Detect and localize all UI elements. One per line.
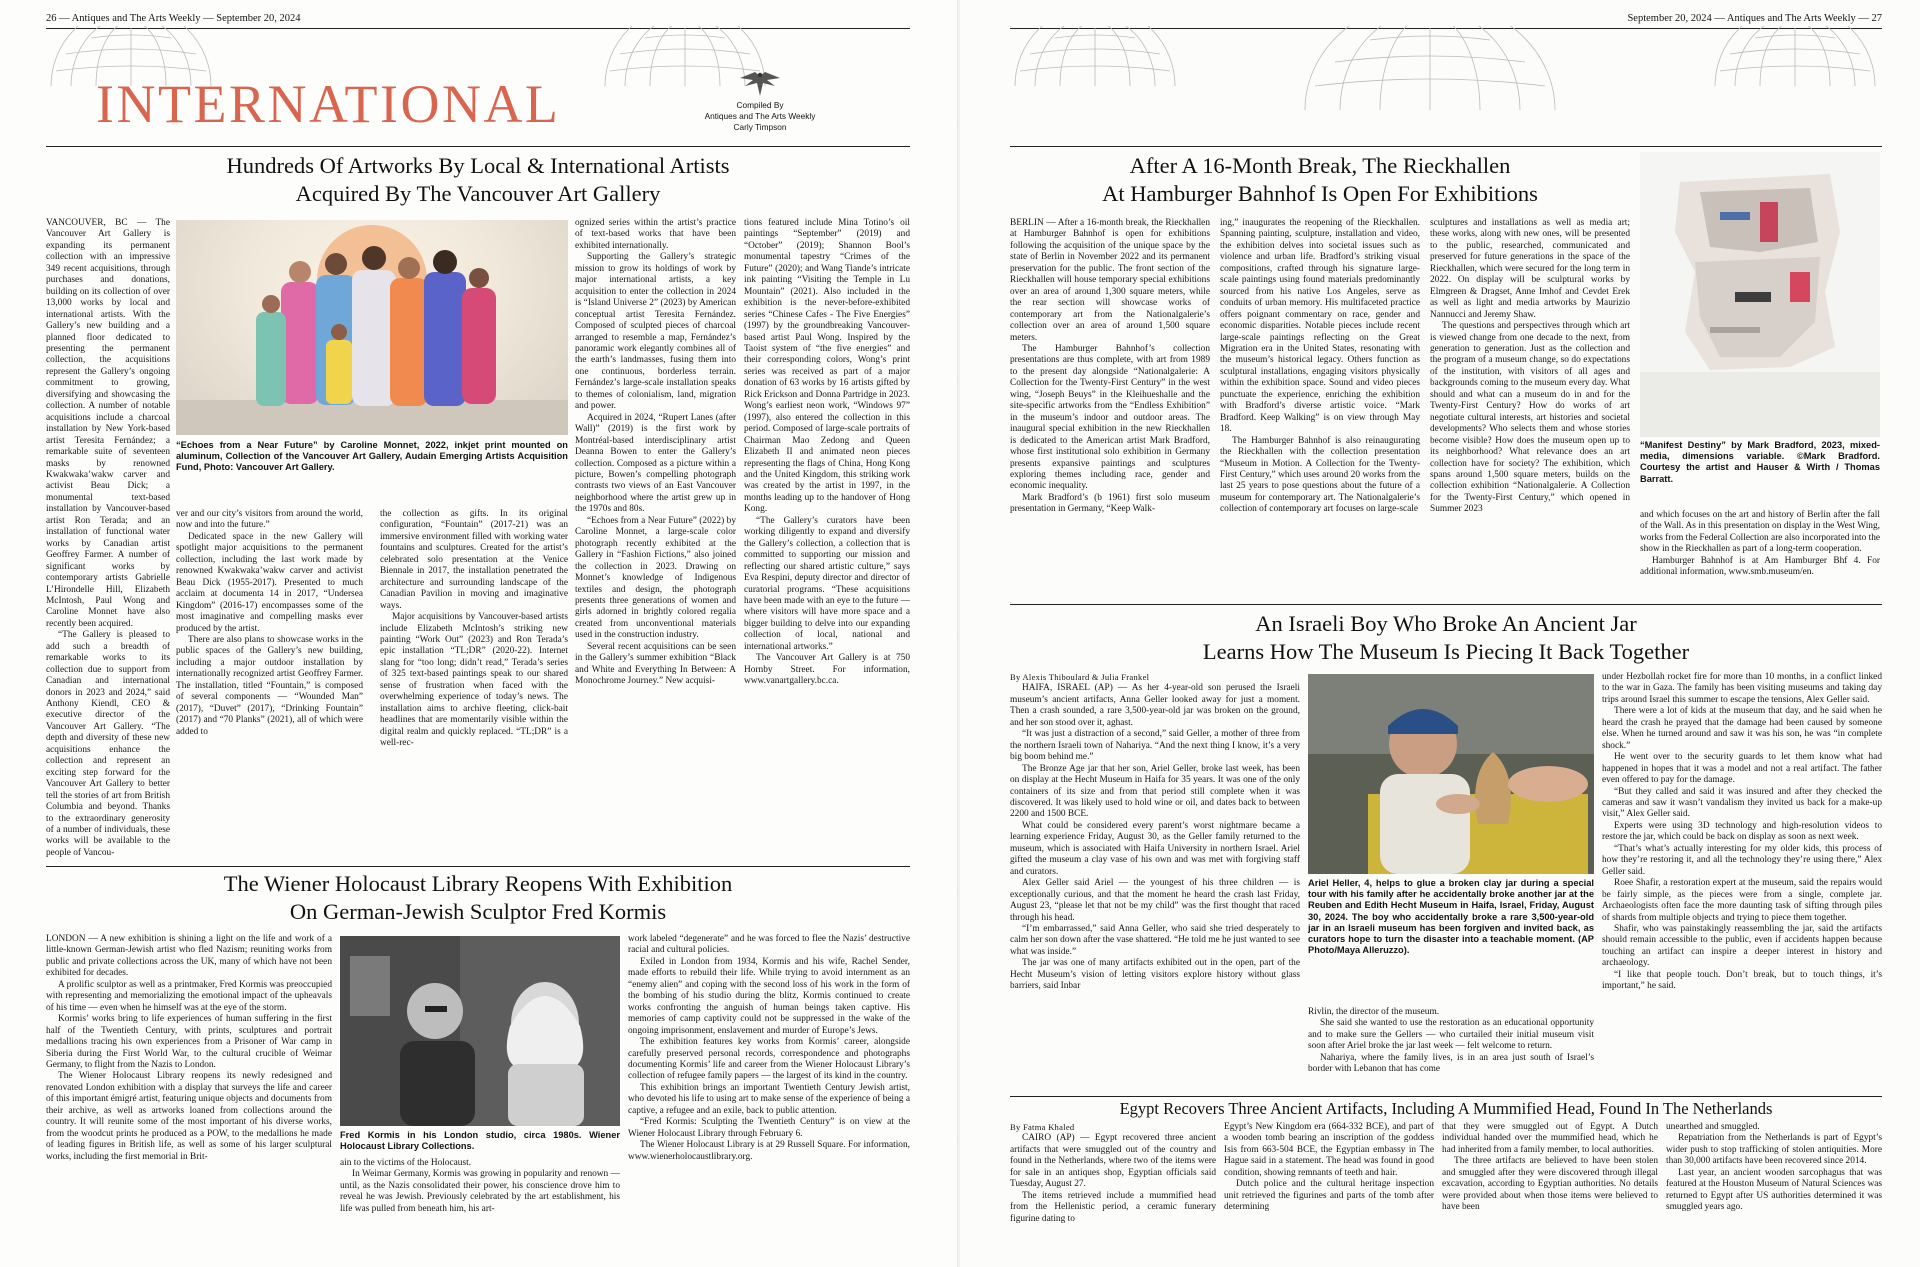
wiener-headline (46, 870, 910, 926)
paragraph: “Fred Kormis: Sculpting the Twentieth Century” is on view at the Wiener Holocaust Library through February 6. (628, 1117, 910, 1139)
paragraph: The exhibition features key works from Kormis’ career, alongside carefully preserved personal records, correspondence and photographs documenting Kormis’ life and career from the Wiener Holocaust Library’s collection of refugee family papers — the largest of its kind in the country. (628, 1037, 910, 1082)
paragraph: tions featured include Mina Totino’s oil paintings “September” (2019) and “October” (2019); Shannon Bool’s monumental tapestry “Crimes of the Future” (2020); and Wang Tiande’s intricate ink painting “Visiting the Temple in Lu Mountain” (2021). Also included in the exhibition is the never-before-exhibited series “Chinese Cafes - The Five Energies” (1997) by the groundbreaking Vancouver-based artist Paul Wong. Inspired by the Taoist system of “the five energies” and their corresponding colors, Wong’s print series was received as part of a major donation of 63 works by 16 artists gifted by Rick Erickson and Donna Partridge in 2023. Wong’s earliest neon work, “Windows 97” (1997), also entered the collection in this period. Composed of large-scale portraits of Chairman Mao Zedong and Queen Elizabeth II and animated neon pieces representing the flags of China, Hong Kong and the United Kingdom, this striking work was created by the artist in 1997, in the months leading up to the handover of Hong Kong. (744, 218, 910, 515)
section-masthead: INTERNATIONAL (96, 74, 561, 134)
paragraph: Hamburger Bahnhof is at Am Hamburger Bhf 4. For additional information, www.smb.museum/en. (1640, 555, 1880, 578)
rieck-col-3 (1430, 218, 1630, 594)
section-divider (1010, 1096, 1882, 1097)
paragraph: ing,” inaugurates the reopening of the Rieckhallen. Spanning painting, sculpture, installation and video, the exhibition delves into societal issues such as violence and urban life. Bradford’s striking visual compositions, crafted through his signature large-scale paintings using found materials predominantly sourced from his native Los Angeles, serve as conduits of urban memory. His multifaceted practice offers poignant commentary on race, gender and economic disparities. Notable pieces include recent large-scale paintings reflecting on the Great Migration era in the United States, resonating with the museum’s historical legacy. Others function as sculptural installations, engaging visitors physically within the exhibition space. Sound and video pieces punctuate the experience, enriching the exhibition with Bradford’s diverse artistic voice. “Mark Bradford. Keep Walking” is on view through May 18. (1220, 218, 1420, 435)
paragraph: He went over to the security guards to let them know what had happened in hopes that it was a model and not a real artifact. The father even offered to pay for the damage. (1602, 752, 1882, 786)
kormis-caption: Fred Kormis in his London studio, circa 1980s. Wiener Holocaust Library Collections. (340, 1130, 620, 1152)
paragraph: “I like that people touch. Don’t break, but to touch things, it’s important,” he said. (1602, 969, 1882, 992)
paragraph: She said she wanted to use the restoration as an educational opportunity and to make sure the Gellers — who curtailed their initial museum visit soon after Ariel broke the jar last week — felt welcome to return. (1308, 1018, 1594, 1052)
israel-col-2 (1308, 1007, 1594, 1092)
eagle-logo-icon (735, 70, 785, 98)
paragraph: The three artifacts are believed to have been stolen and smuggled after they were discovered through illegal excavation, according to Egyptian authorities. No details were provided about when those items were believed to have been (1442, 1156, 1658, 1213)
paragraph: under Hezbollah rocket fire for more than 10 months, in a conflict linked to the war in Gaza. The family has been visiting museums and taking day trips around Israel this summer to escape the tensions, Alex Geller said. (1602, 672, 1882, 705)
vancouver-col-5 (744, 218, 910, 858)
egypt-byline: By Fatma Khaled (1010, 1122, 1075, 1132)
globe-ornament-left (1010, 26, 1180, 86)
compiled-label: Compiled By (736, 100, 784, 110)
paragraph: Alex Geller said Ariel — the youngest of his three children — is exceptionally curious, and that the moment he heard the crash last Friday, August 23, “please let that not be my child” was the first thought that raced through his head. (1010, 878, 1300, 923)
israel-headline (1010, 610, 1882, 666)
masthead-rule (46, 146, 910, 147)
kormis-photo-image (340, 936, 620, 1126)
paragraph: ognized series within the artist’s practice of text-based works that have been exhibited internationally. (575, 218, 736, 251)
vancouver-col-3 (380, 509, 568, 859)
paragraph: BERLIN — After a 16-month break, the Rieckhallen at Hamburger Bahnhof is open for exhibitions following the acquisition of the unique space by the state of Berlin in November 2022 and its permanent preservation for the public. The front section of the Rieckhallen will house temporary special exhibitions over an area of around 1,300 square meters, while the rear section will showcase works of contemporary art from the Nationalgalerie’s collection over an area of around 1,500 square meters. (1010, 218, 1210, 343)
heller-photo-image (1308, 674, 1594, 874)
paragraph: sculptures and installations as well as media art; these works, along with new ones, will be presented to the public, researched, communicated and preserved for future generations in the space of the Rieckhallen, which were secured for the long term in 2022. On display will be sculptural works by Elmgreen & Dragset, Anne Imhof and Cevdet Erek as well as light and media artworks by Maurizio Nannucci and Jeremy Shaw. (1430, 218, 1630, 320)
right-folio: September 20, 2024 — Antiques and The Arts Weekly — 27 (1627, 13, 1882, 24)
bradford-photo (1640, 152, 1880, 437)
paragraph: ver and our city’s visitors from around the world, now and into the future.” (176, 509, 363, 531)
paragraph: Several recent acquisitions can be seen in the Gallery’s summer exhibition “Black and White and Everything In Between: A Monochrome Journey.” New acquisi- (575, 641, 736, 687)
egypt-col-2 (1224, 1122, 1434, 1267)
paragraph: “I’m embarrassed,” said Anna Geller, who said she tried desperately to calm her son down after the vase shattered. “He told me he just wanted to see what was inside.” (1010, 923, 1300, 957)
paragraph: Dutch police and the cultural heritage inspection unit retrieved the figurines and parts of the tomb after determining (1224, 1179, 1434, 1213)
rieck-col-1 (1010, 218, 1210, 594)
paragraph: work labeled “degenerate” and he was forced to flee the Nazis’ destructive racial and cultural policies. (628, 934, 910, 956)
paragraph: VANCOUVER, BC — The Vancouver Art Gallery is expanding its permanent collection with an impressive 349 recent acquisitions, through purchases and donations, building on its collection of over 13,000 works by local and international artists. With the Gallery’s new building and a planned floor dedicated to presenting the permanent collection, the acquisitions represent the Gallery’s ongoing commitment to growing, diversifying and showcasing the collection. A number of notable acquisitions include a charcoal installation by New York-based artist Teresita Fernández; a remarkable suite of seventeen masks by renowned Kwakwaka’wakw carver and activist Beau Dick; a monumental text-based installation by Vancouver-based artist Ron Terada; and an installation of functional water works by Canadian artist Geoffrey Farmer. A number of significant works by contemporary artists Gabrielle L’Hirondelle Hill, Elizabeth McIntosh, Paul Wong and Caroline Monnet have also recently been acquired. (46, 218, 170, 629)
paragraph: Nahariya, where the family lives, is in an area just south of Israel’s border with Lebanon that has come (1308, 1052, 1594, 1075)
paragraph: “Echoes from a Near Future” (2022) by Caroline Monnet, a large-scale color photograph recently exhibited at the Gallery in “Fashion Fictions,” also joined the collection in 2023. Drawing on Monnet’s knowledge of Indigenous textiles and design, the photograph presents three generations of women and girls adorned in brightly colored regalia created from unconventional materials used in the construction industry. (575, 515, 736, 641)
left-folio: 26 — Antiques and The Arts Weekly — September 20, 2024 (46, 13, 301, 24)
paragraph: There were a lot of kids at the museum that day, and he said when he heard the crash he prayed that the damage had been caused by someone else. When he turned around and saw it was his son, he was “in complete shock.” (1602, 706, 1882, 751)
paragraph: “That’s what’s actually interesting for my older kids, this process of how they’re restoring it, and all the technology they’re using there,” Alex Geller said. (1602, 843, 1882, 877)
paragraph: The jar was one of many artifacts exhibited out in the open, part of the Hecht Museum’s vision of letting visitors explore history without glass barriers, said Inbar (1010, 958, 1300, 992)
globe-ornament-center (1300, 26, 1560, 110)
paragraph: the collection as gifts. In its original configuration, “Fountain” (2017-21) was an immersive environment filled with working water fountains and sculptures. Created for the artist’s celebrated solo presentation at the Venice Biennale in 2017, the installation penetrated the architecture and surrounding landscape of the Canadian Pavilion in moving and imaginative ways. (380, 509, 568, 611)
compiled-author: Carly Timpson (733, 122, 787, 132)
bradford-caption: “Manifest Destiny” by Mark Bradford, 2023, mixed-media, dimensions variable. ©Mark Bradford. Courtesy the artist and Hauser & Wirth / Thomas Barratt. (1640, 440, 1880, 484)
paragraph: The questions and perspectives through which art is viewed change from one decade to the next, from generation to generation. Just as the collection and the program of a museum change, so do expectations of the institution, with visitors of all ages and backgrounds coming to the museum every day. What should and what can a museum do in and for the Twenty-First Century? How do works of art negotiate cultural interests, art histories and societal developments? Who selects them and whose stories become visible? How does the museum open up to its neighborhood? What relevance does an art collection have for society? The exhibition, which spans around 1,500 square meters, builds on the collection exhibition “Nationalgalerie. A Collection for the Twenty-First Century,” which opened in Summer 2023 (1430, 321, 1630, 515)
rieck-col-4 (1640, 510, 1880, 594)
heller-caption: Ariel Heller, 4, helps to glue a broken clay jar during a special tour with his family after he accidentally broke another jar at the Reuben and Edith Hecht Museum in Haifa, Israel, Friday, August 30, 2024. The boy who accidentally broke a rare 3,500-year-old jar in an Israeli museum has been forgiven and invited back, as curators hope to turn the disaster into a teachable moment. (AP Photo/Maya Alleruzzo). (1308, 878, 1594, 956)
monnet-caption: “Echoes from a Near Future” by Caroline Monnet, 2022, inkjet print mounted on aluminum, Collection of the Vancouver Art Gallery, Audain Emerging Artists Acquisition Fund, Photo: Vancouver Art Gallery. (176, 440, 568, 473)
paragraph: The Wiener Holocaust Library reopens its newly redesigned and renovated London exhibition with a display that surveys the life and career of this important émigré artist, featuring unique objects and documents from their archive, as well as artworks loaned from collections around the country. It will reunite some of the most important of his diverse works, from the woodcut prints he produced as a POW, to the medallions he made of leading figures in British life, as well as some of his larger sculptural works, including the first memorial in Brit- (46, 1071, 332, 1162)
paragraph: Dedicated space in the new Gallery will spotlight major acquisitions to the permanent collection, including the last work made by renowned Kwakwaka’wakw carver and activist Beau Dick (1955-2017). Presented to much acclaim at documenta 14 in 2017, “Undersea Kingdom” (2016-17) encompasses some of the most imaginative and compelling masks ever produced by the artist. (176, 531, 363, 634)
paragraph: Egypt’s New Kingdom era (664-332 BCE), and part of a wooden tomb bearing an inscription of the goddess Isis from 663-504 BCE, the Egyptian embassy in The Hague said in a statement. The head was found in good condition, showing remnants of teeth and hair. (1224, 1122, 1434, 1178)
globe-ornament-right (1710, 26, 1880, 86)
paragraph: Repatriation from the Netherlands is part of Egypt’s wider push to stop trafficking of stolen antiquities. More than 30,000 artifacts have been recovered since 2014. (1666, 1133, 1882, 1167)
paragraph: and which focuses on the art and history of Berlin after the fall of the Wall. As in this presentation on display in the West Wing, works from the Federal Collection are also incorporated into the show in the Rieckhallen as part of a long-term cooperation. (1640, 510, 1880, 555)
bradford-photo-image (1640, 152, 1880, 437)
paragraph: The Wiener Holocaust Library is at 29 Russell Square. For information, www.wienerholocaustlibrary.org. (628, 1140, 910, 1162)
egypt-col-1 (1010, 1122, 1216, 1267)
paragraph: Mark Bradford’s (b 1961) first solo museum presentation in Germany, “Keep Walk- (1010, 492, 1210, 515)
paragraph: This exhibition brings an important Twentieth Century Jewish artist, who devoted his life to using art to make sense of the experience of being a captive, a refugee and an exile, back to public attention. (628, 1082, 910, 1116)
paragraph: ain to the victims of the Holocaust. (340, 1158, 472, 1168)
wiener-headline-line1: The Wiener Holocaust Library Reopens With Exhibition (223, 871, 733, 896)
egypt-headline: Egypt Recovers Three Ancient Artifacts, Including A Mummified Head, Found In The Netherlands (1119, 1099, 1773, 1118)
vancouver-headline (46, 152, 910, 208)
wiener-col-3 (628, 934, 910, 1267)
right-page (960, 0, 1920, 1267)
kormis-photo (340, 936, 620, 1126)
monnet-photo-image (176, 220, 568, 435)
paragraph: The Vancouver Art Gallery is at 750 Hornby Street. For information, www.vanartgallery.bc.ca. (744, 653, 910, 687)
israel-byline: By Alexis Thiboulard & Julia Frankel (1010, 672, 1150, 682)
israel-col-1 (1010, 672, 1300, 1092)
vancouver-col-1 (46, 218, 170, 858)
wiener-col-1 (46, 934, 332, 1267)
rieck-col-2 (1220, 218, 1420, 594)
rieck-headline-line2: At Hamburger Bahnhof Is Open For Exhibitions (1102, 181, 1538, 206)
paragraph: “It was just a distraction of a second,” said Geller, a mother of three from the northern Israeli town of Nahariya. “And the next thing I know, it’s a very big boom behind me.” (1010, 729, 1300, 763)
wiener-headline-line2: On German-Jewish Sculptor Fred Kormis (289, 899, 667, 924)
compiled-by (700, 100, 820, 133)
monnet-photo (176, 220, 568, 435)
paragraph: Rivlin, the director of the museum. (1308, 1007, 1440, 1017)
paragraph: The Hamburger Bahnhof’s collection presentations are thus complete, with art from 1989 to the present day alongside “Nationalgalerie: A Collection for the Twenty-First Century” in the west wing, “Joseph Beuys” in the Kleihueshalle and the site-specific artworks from the “Endless Exhibition” in the museum’s indoor and outdoor areas. The inaugural special exhibition in the new Rieckhallen is dedicated to the American artist Mark Bradford, whose first institutional solo exhibition in Germany presents expansive paintings and sculptures exploring themes including race, gender and economic inequality. (1010, 343, 1210, 492)
paragraph: What could be considered every parent’s worst nightmare became a learning experience Friday, August 30, as the Geller family returned to the museum, which is associated with Haifa University in northern Israel. Ariel gifted the museum a clay vase of his own and was met with forgiving staff and curators. (1010, 820, 1300, 877)
egypt-col-3 (1442, 1122, 1658, 1267)
paragraph: “The Gallery is pleased to add such a breadth of remarkable works to its collection due to support from Canadian and international donors in 2023 and 2024,” said Anthony Kiendl, CEO & executive director of the Vancouver Art Gallery. “The depth and diversity of these new acquisitions enhance the collection and represent an exciting step forward for the Vancouver Art Gallery to better tell the stories of art from British Columbia and beyond. Thanks to the extraordinary generosity of a number of individuals, these works will be available to the people of Vancou- (46, 630, 170, 858)
paragraph: CAIRO (AP) — Egypt recovered three ancient artifacts that were smuggled out of the country and found in the Netherlands, where two of the items were for sale in an antiques shop, Egyptian officials said Tuesday, August 27. (1010, 1133, 1216, 1190)
paragraph: Last year, an ancient wooden sarcophagus that was featured at the Houston Museum of Natural Sciences was returned to Egypt after US authorities determined it was smuggled years ago. (1666, 1167, 1882, 1213)
vancouver-col-4 (575, 218, 736, 858)
paragraph: HAIFA, ISRAEL (AP) — As her 4-year-old son perused the Israeli museum’s ancient artifacts, Anna Geller looked away for just a moment. Then a crash sounded, a rare 3,500-year-old jar was broken on the ground, and her son stood over it, aghast. (1010, 683, 1300, 728)
rieck-headline-line1: After A 16-Month Break, The Rieckhallen (1129, 153, 1511, 178)
paragraph: In Weimar Germany, Kormis was growing in popularity and renown — until, as the Nazis consolidated their power, his conscience drove him to reveal he was Jewish. Previously celebrated by the art establishment, his life was pulled from beneath him, his art- (340, 1169, 620, 1214)
paragraph: “The Gallery’s curators have been working diligently to expand and diversify the Gallery’s collection, a collection that is committed to supporting our mission and reflecting our shared artistic culture,” says Eva Respini, deputy director and director of curatorial programs. “These acquisitions have been made with an eye to the future — where visitors will have more space and a bigger building to delve into our expanding collection of local, national and international artworks.” (744, 515, 910, 652)
paragraph: that they were smuggled out of Egypt. A Dutch individual handed over the mummified head, which he had inherited from a family member, to local authorities. (1442, 1122, 1658, 1155)
heller-photo (1308, 674, 1594, 874)
paragraph: There are also plans to showcase works in the public spaces of the Gallery’s new building, including a major outdoor installation by internationally recognized artist Geoffrey Farmer. The installation, titled “Fountain,” is composed of several components — “Wounded Man” (2017), “Duvet” (2017), “Drinking Fountain” (2017) and “70 Planks” (2021), all of which were added to (176, 634, 363, 737)
paragraph: LONDON — A new exhibition is shining a light on the life and work of a little-known German-Jewish artist who fled Nazism; reuniting works from public and private collections across the UK, many of which have not been exhibited for decades. (46, 934, 332, 979)
vancouver-col-2 (176, 509, 363, 859)
paragraph: Kormis’ works bring to life experiences of human suffering in the first half of the Twentieth Century, with prints, sculptures and portrait medallions tracing his own experiences from a Prisoner of War camp in Siberia during the First World War, to the cultural crucible of Weimar Germany, to flight from the Nazis to London. (46, 1014, 332, 1070)
paragraph: Acquired in 2024, “Rupert Lanes (after Wall)” (2019) is the first work by Montréal-based interdisciplinary artist Deanna Bowen to enter the Gallery’s collection. Composed as a picture within a picture, Bowen’s compelling photograph contrasts two views of an East Vancouver neighborhood where the artist grew up in the 1970s and 80s. (575, 412, 736, 515)
paragraph: The items retrieved include a mummified head from the Hellenistic period, a ceramic funerary figurine dating to (1010, 1190, 1216, 1224)
paragraph: The Hamburger Bahnhof is also reinaugurating the Rieckhallen with the collection presentation “Museum in Motion. A Collection for the Twenty-First Century,” which uses around 20 works from the last 25 years to pose questions about the future of a museum for contemporary art. The Nationalgalerie’s collection of contemporary art focuses on large-scale (1220, 435, 1420, 515)
masthead-rule (1010, 146, 1882, 147)
paragraph: Supporting the Gallery’s strategic mission to grow its holdings of work by major international artists, a key acquisition to enter the collection in 2024 is “Island Universe 2” (2023) by American conceptual artist Teresita Fernández. Composed of sculpted pieces of charcoal arranged to resemble a map, Fernández’s panoramic work elegantly combines all of the earth’s landmasses, fusing them into one continuous, borderless terrain. Fernández’s large-scale installation speaks to themes of colonialism, land, migration and power. (575, 252, 736, 412)
paragraph: Roee Shafir, a restoration expert at the museum, said the repairs would be fairly simple, as the pieces were from a single, complete jar. Archaeologists often face the more daunting task of sifting through piles of shards from multiple objects and trying to piece them together. (1602, 878, 1882, 923)
egypt-col-4 (1666, 1122, 1882, 1267)
paragraph: Shafir, who was painstakingly reassembling the jar, said the artifacts should remain accessible to the public, even if accidents happen because touching an artifact can inspire a deeper interest in history and archaeology. (1602, 923, 1882, 969)
paragraph: unearthed and smuggled. (1666, 1122, 1760, 1132)
paragraph: Major acquisitions by Vancouver-based artists include Elizabeth McIntosh’s striking new painting “Work Out” (2023) and Ron Terada’s epic installation “TL;DR” (2020-22). Internet slang for “too long; didn’t read,” Terada’s series of 325 text-based paintings speak to our shared sense of frustration when faced with the overwhelming experience of today’s news. The installation aims to archive fleeting, click-bait headlines that are momentarily visible within the digital realm and quickly replaced. “TL;DR” is a well-rec- (380, 612, 568, 749)
section-divider (1010, 604, 1882, 605)
compiled-publication: Antiques and The Arts Weekly (704, 111, 816, 121)
vancouver-headline-line2: Acquired By The Vancouver Art Gallery (295, 181, 661, 206)
israel-col-3 (1602, 672, 1882, 1092)
section-divider (46, 866, 910, 867)
vancouver-headline-line1: Hundreds Of Artworks By Local & International Artists (226, 153, 730, 178)
israel-headline-line2: Learns How The Museum Is Piecing It Back Together (1202, 639, 1690, 664)
paragraph: Exiled in London from 1934, Kormis and his wife, Rachel Sender, made efforts to rebuild their life. While trying to avoid internment as an “enemy alien” and coping with the second loss of his work in the form of the bombing of his studio during the blitz, Kormis continued to create works confronting the anguish of human beings taken captive. His memories of camp captivity could not be suppressed in the wake of the ongoing imprisonment, enslavement and murder of Europe’s Jews. (628, 956, 910, 1036)
paragraph: A prolific sculptor as well as a printmaker, Fred Kormis was preoccupied with representing and memorializing the emotional impact of the upheavals of his time — even when he himself was at the eye of the storm. (46, 979, 332, 1013)
wiener-col-2 (340, 1158, 620, 1267)
paragraph: The Bronze Age jar that her son, Ariel Geller, broke last week, has been on display at the Hecht Museum in Haifa for 35 years. It was one of the only containers of its size and from that period still complete when it was discovered. It was likely used to hold wine or oil, and dates back to between 2200 and 1500 BCE. (1010, 763, 1300, 820)
rieck-headline (1010, 152, 1630, 208)
paragraph: “But they called and said it was insured and after they checked the cameras and saw it wasn’t vandalism they invited us back for a make-up visit,” Alex Geller said. (1602, 786, 1882, 820)
paragraph: Experts were using 3D technology and high-resolution videos to restore the jar, which could be back on display as soon as next week. (1602, 820, 1882, 843)
israel-headline-line1: An Israeli Boy Who Broke An Ancient Jar (1255, 611, 1637, 636)
